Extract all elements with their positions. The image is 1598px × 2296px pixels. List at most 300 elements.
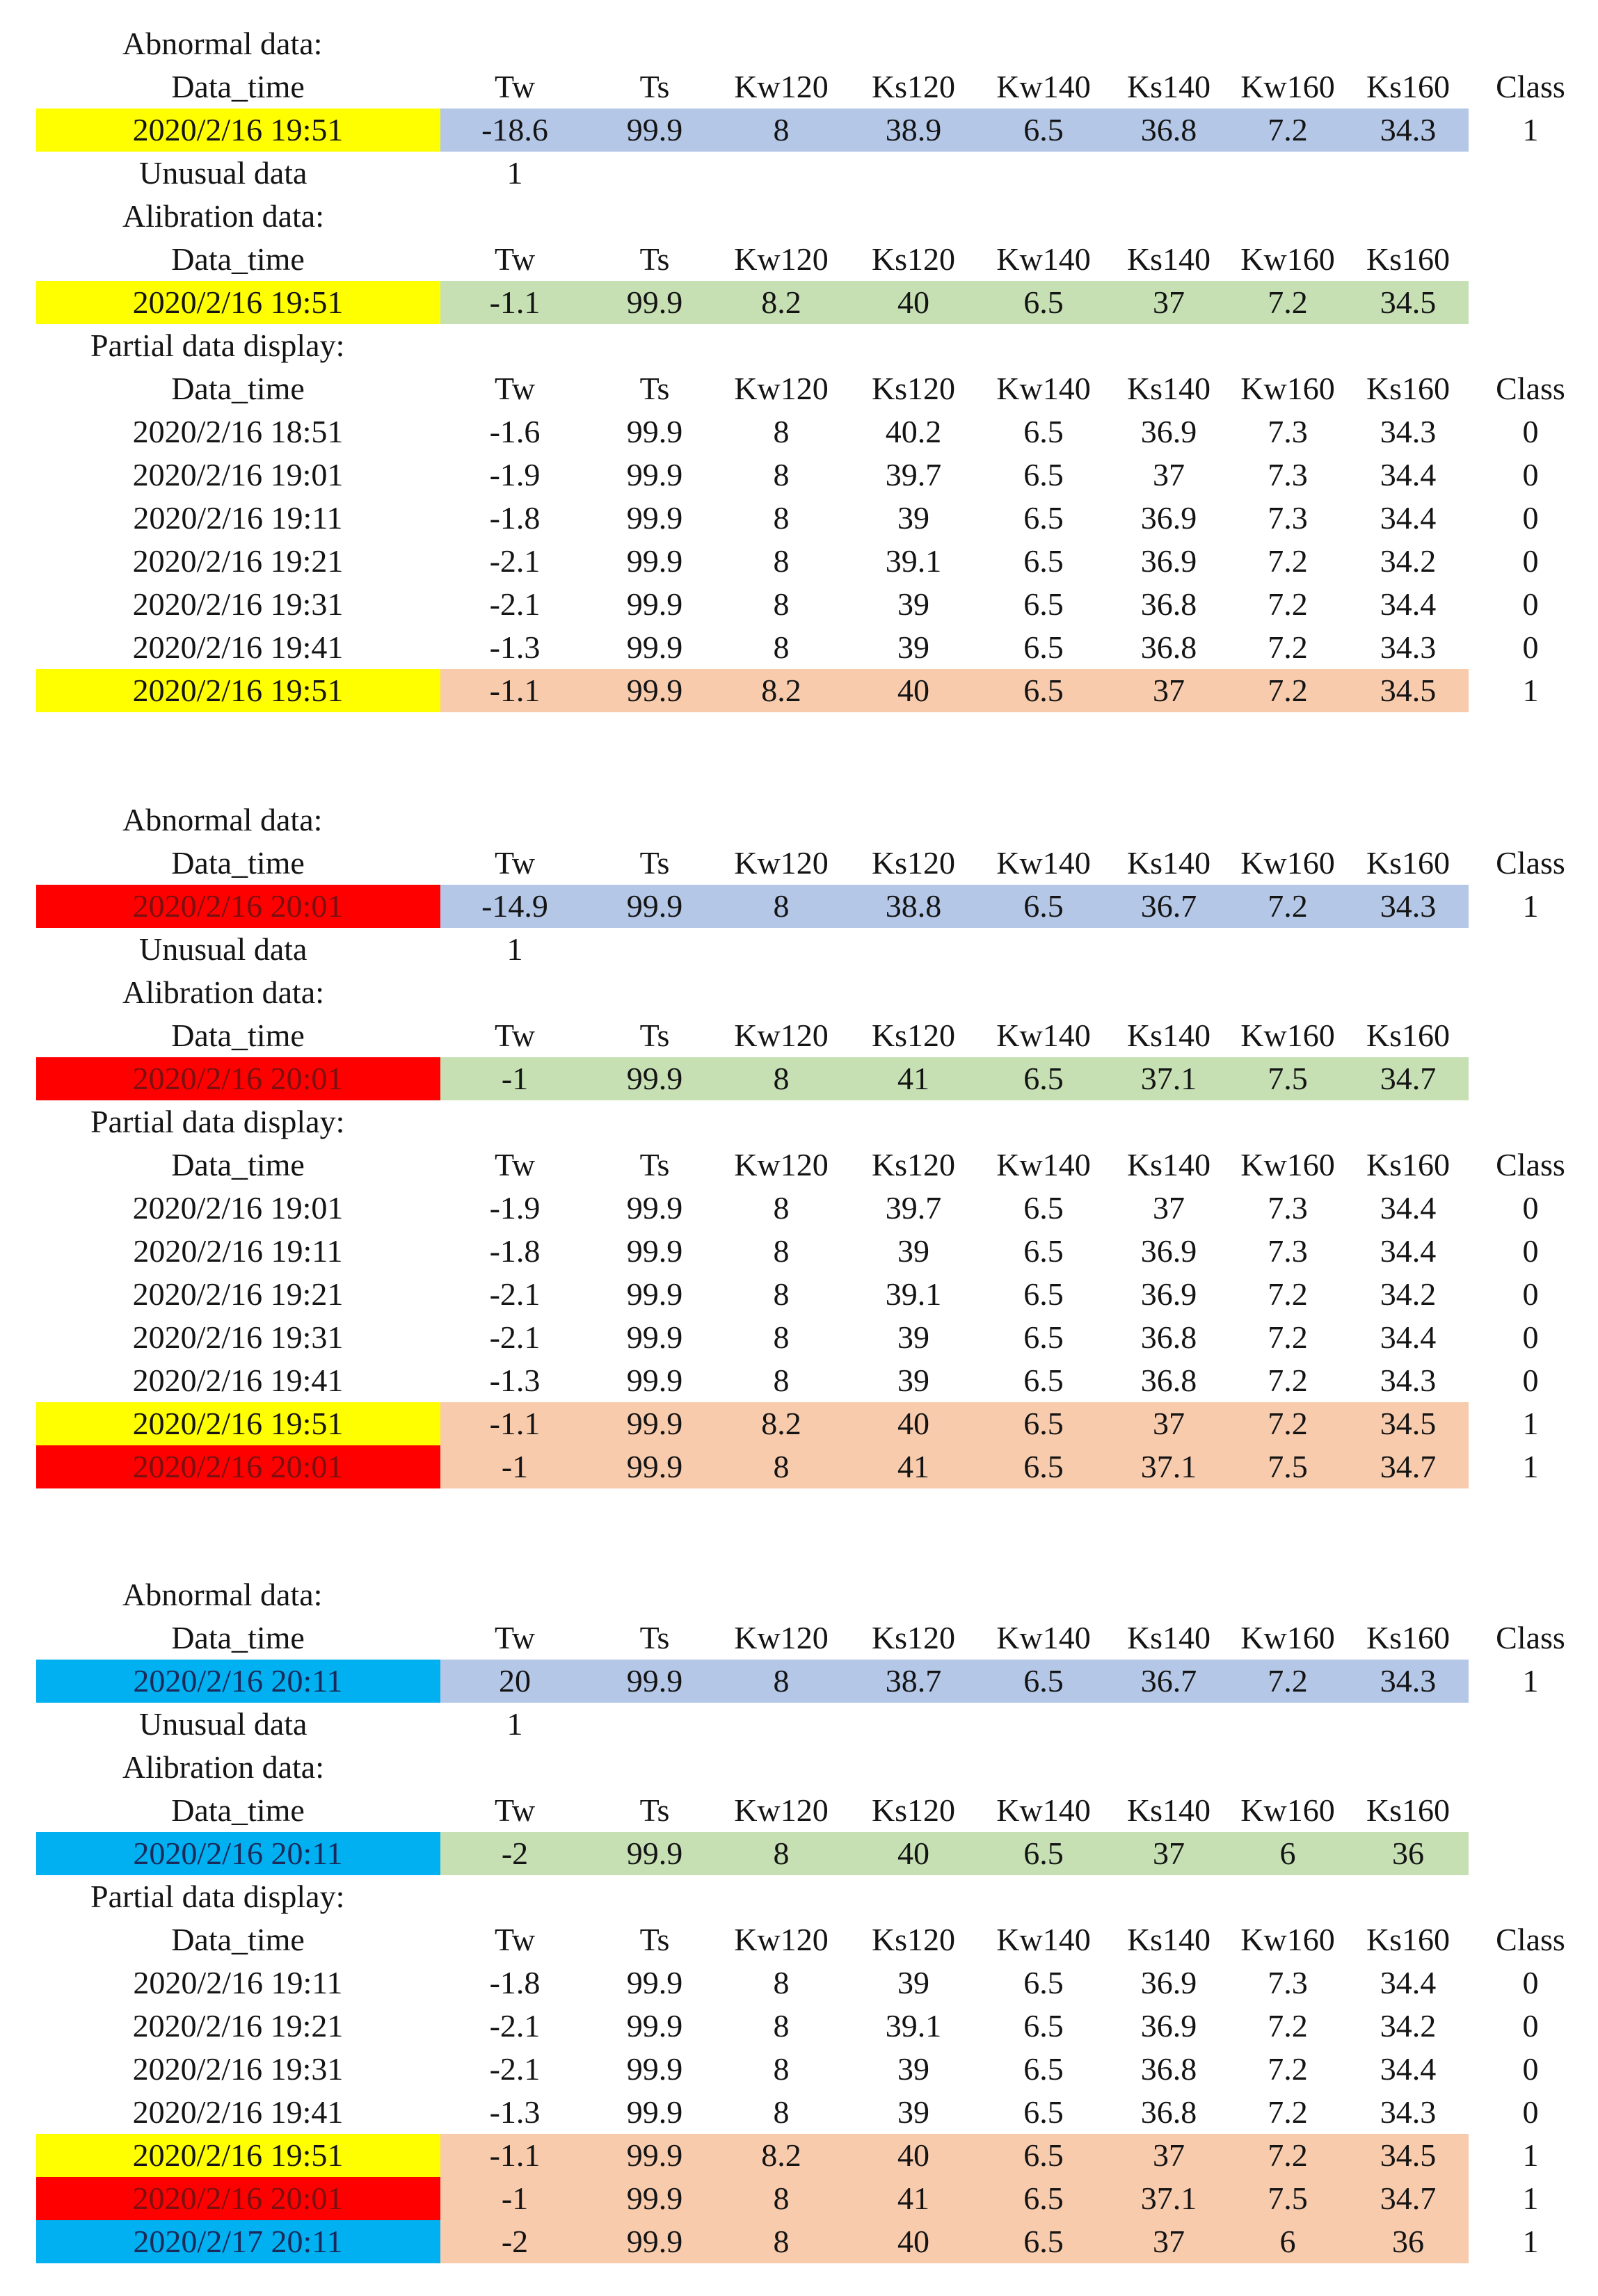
value-cell: 36.8 <box>1140 629 1197 665</box>
table-row <box>0 1316 1598 1359</box>
value-cell: 99.9 <box>626 414 683 449</box>
value-cell: 8 <box>773 2008 790 2044</box>
abnormal-label: Abnormal data: <box>122 26 323 61</box>
value-cell: 36.9 <box>1140 414 1197 449</box>
value-cell: 36.9 <box>1140 1276 1197 1312</box>
header-row <box>0 842 1598 885</box>
value-cell: 34.3 <box>1380 414 1437 449</box>
alibration-label: Alibration data: <box>122 1749 324 1785</box>
value-cell: 6.5 <box>1023 1449 1064 1484</box>
unusual-label-row <box>0 152 1598 195</box>
value-cell: 8 <box>773 1965 790 2000</box>
date-cell: 2020/2/16 19:51 <box>132 1406 344 1441</box>
value-cell: 99.9 <box>626 2094 683 2130</box>
column-header: Ks120 <box>871 69 956 104</box>
value-cell: 34.7 <box>1380 1061 1437 1096</box>
value-cell: 39 <box>897 1233 929 1269</box>
value-cell: -2.1 <box>489 2008 541 2044</box>
column-header: Ks140 <box>1126 1620 1211 1655</box>
value-cell: 99.9 <box>626 1449 683 1484</box>
table-row <box>0 626 1598 669</box>
value-cell: 39 <box>897 1319 929 1355</box>
value-cell: 7.3 <box>1268 1233 1308 1269</box>
value-cell: 99.9 <box>626 1663 683 1699</box>
date-cell: 2020/2/17 20:11 <box>133 2224 343 2259</box>
value-cell: 40 <box>897 1836 929 1871</box>
value-cell: 6.5 <box>1023 586 1064 622</box>
column-header: Class <box>1496 845 1565 881</box>
column-header: Kw140 <box>996 845 1091 881</box>
value-cell: 6.5 <box>1023 1406 1064 1441</box>
column-header: Kw120 <box>734 69 829 104</box>
value-cell: 37.1 <box>1140 2181 1197 2216</box>
column-header: Data_time <box>171 69 305 104</box>
value-cell: 7.2 <box>1268 629 1308 665</box>
value-cell: 1 <box>1522 888 1539 924</box>
value-cell: -14.9 <box>481 888 548 924</box>
value-cell: 39.7 <box>885 457 942 492</box>
column-header: Ts <box>639 845 670 881</box>
value-cell: 6.5 <box>1023 1190 1064 1226</box>
table-row <box>0 2134 1598 2177</box>
unusual-label: Unusual data <box>139 1706 307 1742</box>
value-cell: 7.3 <box>1268 500 1308 536</box>
value-cell: 99.9 <box>626 1836 683 1871</box>
column-header: Ts <box>639 241 670 277</box>
date-cell: 2020/2/16 19:51 <box>132 673 344 708</box>
column-header: Data_time <box>171 1792 305 1828</box>
column-header: Kw120 <box>734 845 829 881</box>
value-cell: 7.5 <box>1268 1061 1308 1096</box>
column-header: Kw160 <box>1240 845 1335 881</box>
table-row <box>0 1402 1598 1445</box>
header-row <box>0 65 1598 109</box>
table-row <box>0 1961 1598 2005</box>
date-cell: 2020/2/16 19:51 <box>132 2137 344 2173</box>
value-cell: 7.2 <box>1268 673 1308 708</box>
column-header: Tw <box>494 1018 536 1053</box>
column-header: Ks160 <box>1366 1018 1451 1053</box>
column-header: Ks120 <box>871 1792 956 1828</box>
value-cell: 37 <box>1153 284 1185 320</box>
abnormal-label-row <box>0 1573 1598 1616</box>
value-cell: 0 <box>1522 629 1539 665</box>
value-cell: 99.9 <box>626 629 683 665</box>
value-cell: -1 <box>501 1449 529 1484</box>
value-cell: 6.5 <box>1023 1061 1064 1096</box>
value-cell: 36.7 <box>1140 1663 1197 1699</box>
value-cell: 99.9 <box>626 1319 683 1355</box>
value-cell: 6.5 <box>1023 673 1064 708</box>
column-header: Data_time <box>171 241 305 277</box>
value-cell: 41 <box>897 1449 929 1484</box>
column-header: Class <box>1496 371 1565 406</box>
value-cell: 34.5 <box>1380 2137 1437 2173</box>
column-header: Ts <box>639 1922 670 1957</box>
table-row <box>0 1359 1598 1402</box>
value-cell: 34.2 <box>1380 1276 1437 1312</box>
table-row <box>0 2048 1598 2091</box>
value-cell: 8 <box>773 1663 790 1699</box>
value-cell: 6.5 <box>1023 1663 1064 1699</box>
alibration-label-row <box>0 195 1598 238</box>
column-header: Ks160 <box>1366 845 1451 881</box>
value-cell: 6.5 <box>1023 2051 1064 2087</box>
value-cell: 39.1 <box>885 543 942 579</box>
value-cell: 37 <box>1153 457 1185 492</box>
column-header: Ks140 <box>1126 1147 1211 1182</box>
column-header: Kw160 <box>1240 241 1335 277</box>
value-cell: 8 <box>773 2181 790 2216</box>
alibration-label: Alibration data: <box>122 974 324 1010</box>
column-header: Ks160 <box>1366 69 1451 104</box>
value-cell: 0 <box>1522 1276 1539 1312</box>
value-cell: 8 <box>773 457 790 492</box>
date-cell: 2020/2/16 19:51 <box>132 284 344 320</box>
column-header: Ts <box>639 1147 670 1182</box>
column-header: Ks120 <box>871 1147 956 1182</box>
column-header: Ks120 <box>871 845 956 881</box>
value-cell: 37 <box>1153 2224 1185 2259</box>
column-header: Kw140 <box>996 1147 1091 1182</box>
header-row <box>0 238 1598 281</box>
partial-label-row <box>0 1100 1598 1143</box>
value-cell: 6.5 <box>1023 888 1064 924</box>
date-cell: 2020/2/16 20:11 <box>133 1836 343 1871</box>
value-cell: 99.9 <box>626 2008 683 2044</box>
column-header: Ks120 <box>871 1620 956 1655</box>
column-header: Ts <box>639 1018 670 1053</box>
value-cell: 99.9 <box>626 1190 683 1226</box>
column-header: Kw140 <box>996 241 1091 277</box>
column-header: Data_time <box>171 1018 305 1053</box>
partial-label: Partial data display: <box>90 1879 345 1914</box>
value-cell: 36 <box>1392 2224 1424 2259</box>
value-cell: 36 <box>1392 1836 1424 1871</box>
column-header: Ts <box>639 371 670 406</box>
value-cell: 39.1 <box>885 1276 942 1312</box>
column-header: Ks140 <box>1126 241 1211 277</box>
value-cell: 37 <box>1153 1406 1185 1441</box>
column-header: Kw120 <box>734 1792 829 1828</box>
value-cell: 8 <box>773 1319 790 1355</box>
unusual-value: 1 <box>506 155 523 191</box>
value-cell: 0 <box>1522 414 1539 449</box>
value-cell: 34.4 <box>1380 1965 1437 2000</box>
column-header: Data_time <box>171 845 305 881</box>
value-cell: 39 <box>897 2094 929 2130</box>
column-header: Ks140 <box>1126 1018 1211 1053</box>
value-cell: 7.3 <box>1268 414 1308 449</box>
value-cell: 37 <box>1153 673 1185 708</box>
date-cell: 2020/2/16 19:01 <box>132 1190 344 1226</box>
value-cell: 7.2 <box>1268 1663 1308 1699</box>
column-header: Data_time <box>171 1922 305 1957</box>
value-cell: -2.1 <box>489 1276 541 1312</box>
value-cell: 0 <box>1522 543 1539 579</box>
value-cell: 1 <box>1522 1663 1539 1699</box>
value-cell: 8.2 <box>761 1406 801 1441</box>
value-cell: 34.4 <box>1380 457 1437 492</box>
value-cell: 39 <box>897 1965 929 2000</box>
value-cell: 8 <box>773 543 790 579</box>
partial-label: Partial data display: <box>90 1104 345 1139</box>
value-cell: 20 <box>499 1663 531 1699</box>
value-cell: 8 <box>773 414 790 449</box>
abnormal-row <box>0 1660 1598 1703</box>
unusual-value: 1 <box>506 1706 523 1742</box>
column-header: Tw <box>494 1620 536 1655</box>
value-cell: -1.9 <box>489 1190 541 1226</box>
table-row <box>0 2177 1598 2220</box>
value-cell: 41 <box>897 1061 929 1096</box>
value-cell: 6 <box>1279 2224 1296 2259</box>
value-cell: 0 <box>1522 1319 1539 1355</box>
value-cell: -1 <box>501 1061 529 1096</box>
column-header: Ts <box>639 69 670 104</box>
value-cell: 34.3 <box>1380 2094 1437 2130</box>
value-cell: 6 <box>1279 1836 1296 1871</box>
unusual-label-row <box>0 928 1598 971</box>
value-cell: 37 <box>1153 1836 1185 1871</box>
value-cell: 7.2 <box>1268 284 1308 320</box>
value-cell: 34.2 <box>1380 2008 1437 2044</box>
value-cell: 99.9 <box>626 457 683 492</box>
value-cell: 7.2 <box>1268 2137 1308 2173</box>
column-header: Ks120 <box>871 1922 956 1957</box>
value-cell: -2.1 <box>489 586 541 622</box>
value-cell: 7.3 <box>1268 1965 1308 2000</box>
column-header: Tw <box>494 845 536 881</box>
value-cell: 0 <box>1522 2008 1539 2044</box>
column-header: Kw160 <box>1240 69 1335 104</box>
column-header: Ks160 <box>1366 1922 1451 1957</box>
date-cell: 2020/2/16 20:01 <box>132 2181 344 2216</box>
value-cell: 8 <box>773 500 790 536</box>
value-cell: -1.1 <box>489 2137 541 2173</box>
table-row <box>0 2091 1598 2134</box>
value-cell: 8 <box>773 1276 790 1312</box>
date-cell: 2020/2/16 19:11 <box>133 1965 343 2000</box>
column-header: Kw140 <box>996 69 1091 104</box>
value-cell: 39.1 <box>885 2008 942 2044</box>
value-cell: 40.2 <box>885 414 942 449</box>
value-cell: 8 <box>773 1061 790 1096</box>
abnormal-row <box>0 109 1598 152</box>
value-cell: -18.6 <box>481 112 548 147</box>
value-cell: 6.5 <box>1023 457 1064 492</box>
column-header: Kw120 <box>734 1018 829 1053</box>
table-row <box>0 453 1598 497</box>
value-cell: 0 <box>1522 500 1539 536</box>
value-cell: 1 <box>1522 673 1539 708</box>
value-cell: -1.3 <box>489 629 541 665</box>
column-header: Class <box>1496 69 1565 104</box>
value-cell: 7.3 <box>1268 1190 1308 1226</box>
value-cell: 7.2 <box>1268 2008 1308 2044</box>
column-header: Tw <box>494 1147 536 1182</box>
column-header: Kw120 <box>734 241 829 277</box>
value-cell: 7.2 <box>1268 2051 1308 2087</box>
header-row <box>0 1014 1598 1057</box>
value-cell: 38.9 <box>885 112 942 147</box>
table-row <box>0 2005 1598 2048</box>
column-header: Kw160 <box>1240 371 1335 406</box>
value-cell: 40 <box>897 2224 929 2259</box>
value-cell: 8 <box>773 1363 790 1398</box>
value-cell: 37.1 <box>1140 1061 1197 1096</box>
value-cell: -1.8 <box>489 1965 541 2000</box>
column-header: Ks160 <box>1366 1620 1451 1655</box>
table-row <box>0 410 1598 453</box>
value-cell: 6.5 <box>1023 112 1064 147</box>
value-cell: 37.1 <box>1140 1449 1197 1484</box>
partial-label: Partial data display: <box>90 328 345 363</box>
column-header: Kw160 <box>1240 1620 1335 1655</box>
value-cell: 36.9 <box>1140 500 1197 536</box>
value-cell: 6.5 <box>1023 284 1064 320</box>
value-cell: 8 <box>773 629 790 665</box>
value-cell: 34.5 <box>1380 284 1437 320</box>
alibration-row <box>0 281 1598 324</box>
column-header: Tw <box>494 69 536 104</box>
partial-label-row <box>0 324 1598 367</box>
value-cell: 0 <box>1522 1190 1539 1226</box>
alibration-label: Alibration data: <box>122 198 324 234</box>
value-cell: 8 <box>773 1449 790 1484</box>
value-cell: 7.5 <box>1268 1449 1308 1484</box>
table-row <box>0 2220 1598 2263</box>
value-cell: 39 <box>897 2051 929 2087</box>
value-cell: 6.5 <box>1023 1836 1064 1871</box>
value-cell: 8.2 <box>761 2137 801 2173</box>
value-cell: 7.2 <box>1268 1363 1308 1398</box>
date-cell: 2020/2/16 19:11 <box>133 500 343 536</box>
value-cell: 99.9 <box>626 2051 683 2087</box>
column-header: Ks140 <box>1126 845 1211 881</box>
value-cell: 36.8 <box>1140 586 1197 622</box>
abnormal-label-row <box>0 22 1598 65</box>
value-cell: 8 <box>773 2094 790 2130</box>
column-header: Kw120 <box>734 1922 829 1957</box>
date-cell: 2020/2/16 19:41 <box>132 2094 344 2130</box>
value-cell: 8 <box>773 1233 790 1269</box>
column-header: Class <box>1496 1147 1565 1182</box>
column-header: Ks140 <box>1126 371 1211 406</box>
column-header: Ks120 <box>871 371 956 406</box>
column-header: Kw140 <box>996 371 1091 406</box>
value-cell: 0 <box>1522 1965 1539 2000</box>
column-header: Ts <box>639 1792 670 1828</box>
header-row <box>0 1789 1598 1832</box>
table-row <box>0 1230 1598 1273</box>
value-cell: 34.3 <box>1380 888 1437 924</box>
value-cell: -1.3 <box>489 2094 541 2130</box>
date-cell: 2020/2/16 20:01 <box>132 1449 344 1484</box>
value-cell: -1 <box>501 2181 529 2216</box>
value-cell: -1.1 <box>489 673 541 708</box>
value-cell: 8.2 <box>761 673 801 708</box>
column-header: Kw160 <box>1240 1922 1335 1957</box>
value-cell: 6.5 <box>1023 1319 1064 1355</box>
date-cell: 2020/2/16 19:31 <box>132 1319 344 1355</box>
column-header: Ks120 <box>871 241 956 277</box>
column-header: Kw140 <box>996 1018 1091 1053</box>
unusual-value: 1 <box>506 931 523 967</box>
date-cell: 2020/2/16 19:41 <box>132 1363 344 1398</box>
header-row <box>0 367 1598 410</box>
column-header: Tw <box>494 371 536 406</box>
value-cell: 6.5 <box>1023 2008 1064 2044</box>
value-cell: 36.8 <box>1140 2094 1197 2130</box>
value-cell: -2 <box>501 1836 529 1871</box>
value-cell: 1 <box>1522 2224 1539 2259</box>
table-row <box>0 669 1598 712</box>
column-header: Tw <box>494 1792 536 1828</box>
value-cell: 36.8 <box>1140 1363 1197 1398</box>
table-row <box>0 1273 1598 1316</box>
value-cell: 7.2 <box>1268 2094 1308 2130</box>
value-cell: 34.7 <box>1380 2181 1437 2216</box>
column-header: Ks160 <box>1366 1792 1451 1828</box>
value-cell: 6.5 <box>1023 1233 1064 1269</box>
value-cell: 99.9 <box>626 543 683 579</box>
value-cell: 1 <box>1522 2181 1539 2216</box>
unusual-label: Unusual data <box>139 155 307 191</box>
date-cell: 2020/2/16 20:01 <box>132 888 344 924</box>
value-cell: 7.2 <box>1268 1319 1308 1355</box>
table-row <box>0 1445 1598 1488</box>
value-cell: -2.1 <box>489 2051 541 2087</box>
date-cell: 2020/2/16 19:11 <box>133 1233 343 1269</box>
value-cell: 8 <box>773 1190 790 1226</box>
abnormal-label-row <box>0 798 1598 842</box>
value-cell: 7.2 <box>1268 1406 1308 1441</box>
value-cell: 36.7 <box>1140 888 1197 924</box>
column-header: Kw160 <box>1240 1147 1335 1182</box>
date-cell: 2020/2/16 19:31 <box>132 586 344 622</box>
value-cell: 0 <box>1522 2094 1539 2130</box>
value-cell: 1 <box>1522 1449 1539 1484</box>
value-cell: 99.9 <box>626 586 683 622</box>
unusual-label-row <box>0 1703 1598 1746</box>
value-cell: 8 <box>773 2224 790 2259</box>
column-header: Kw120 <box>734 371 829 406</box>
value-cell: 7.2 <box>1268 586 1308 622</box>
value-cell: 40 <box>897 2137 929 2173</box>
value-cell: 37 <box>1153 1190 1185 1226</box>
value-cell: 34.2 <box>1380 543 1437 579</box>
value-cell: 6.5 <box>1023 1965 1064 2000</box>
value-cell: 8 <box>773 586 790 622</box>
value-cell: 6.5 <box>1023 2137 1064 2173</box>
value-cell: -2.1 <box>489 543 541 579</box>
value-cell: 34.5 <box>1380 673 1437 708</box>
value-cell: 34.4 <box>1380 1190 1437 1226</box>
value-cell: 6.5 <box>1023 2181 1064 2216</box>
value-cell: 0 <box>1522 2051 1539 2087</box>
value-cell: 38.7 <box>885 1663 942 1699</box>
column-header: Kw160 <box>1240 1792 1335 1828</box>
date-cell: 2020/2/16 19:31 <box>132 2051 344 2087</box>
value-cell: 99.9 <box>626 1965 683 2000</box>
value-cell: 99.9 <box>626 673 683 708</box>
column-header: Ks120 <box>871 1018 956 1053</box>
value-cell: 99.9 <box>626 1061 683 1096</box>
value-cell: 99.9 <box>626 284 683 320</box>
value-cell: -1.1 <box>489 284 541 320</box>
value-cell: -1.6 <box>489 414 541 449</box>
